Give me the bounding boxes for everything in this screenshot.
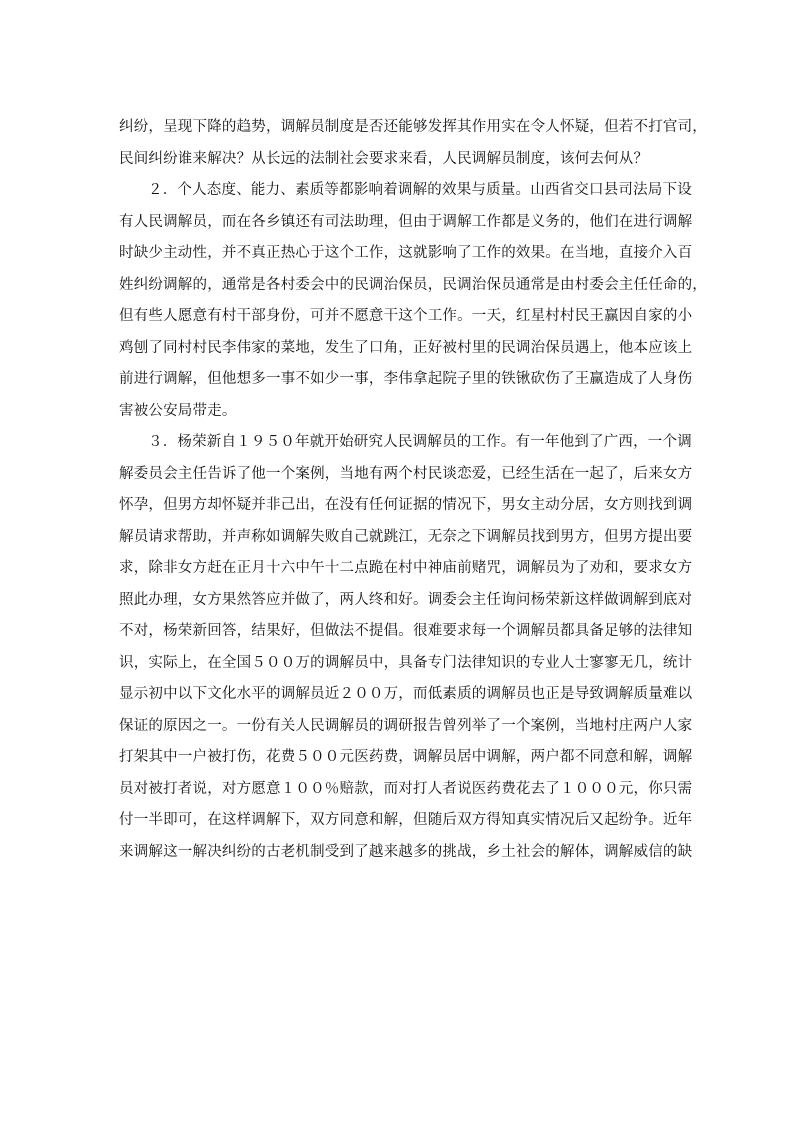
text-line: 但有些人愿意有村干部身份，可并不愿意干这个工作。一天，红星村村民王赢因自家的小 xyxy=(119,308,693,324)
text-line: 照此办理，女方果然答应并做了，两人终和好。调委会主任询问杨荣新这样做调解到底对 xyxy=(119,591,693,608)
text-line: 鸡刨了同村村民李伟家的菜地，发生了口角，正好被村里的民调治保员遇上，他本应该上 xyxy=(119,339,693,356)
text-line: 民间纠纷谁来解决？从长远的法制社会要求来看，人民调解员制度，该何去何从？ xyxy=(119,150,649,167)
text-line: 害被公安局带走。 xyxy=(119,402,237,419)
text-line: 不对，杨荣新回答，结果好，但做法不提倡。很难要求每一个调解员都具备足够的法律知 xyxy=(119,623,693,639)
text-line: 保证的原因之一。一份有关人民调解员的调研报告曾列举了一个案例，当地村庄两户人家 xyxy=(119,717,693,734)
paragraph-start-line: ２．个人态度、能力、素质等都影响着调解的效果与质量。山西省交口县司法局下设 xyxy=(148,182,692,198)
text-line: 来调解这一解决纠纷的古老机制受到了越来越多的挑战，乡土社会的解体，调解威信的缺 xyxy=(119,843,693,860)
text-line: 怀孕，但男方却怀疑并非己出，在没有任何证据的情况下，男女主动分居，女方则找到调 xyxy=(119,497,693,513)
document-body xyxy=(119,112,707,868)
text-line: 员对被打者说，对方愿意１００％赔款，而对打人者说医药费花去了１０００元，你只需 xyxy=(119,780,693,797)
text-line: 付一半即可，在这样调解下，双方同意和解，但随后双方得知真实情况后又起纷争。近年 xyxy=(119,812,693,828)
text-line: 解员请求帮助，并声称如调解失败自己就跳江，无奈之下调解员找到男方，但男方提出要 xyxy=(119,528,693,545)
text-line: 解委员会主任告诉了他一个案例，当地有两个村民谈恋爱，已经生活在一起了，后来女方 xyxy=(119,465,693,482)
text-line: 显示初中以下文化水平的调解员近２００万，而低素质的调解员也正是导致调解质量难以 xyxy=(119,686,693,702)
paragraph-start-line: ３．杨荣新自１９５０年就开始研究人民调解员的工作。有一年他到了广西，一个调 xyxy=(148,434,692,450)
text-line: 打架其中一户被打伤，花费５００元医药费，调解员居中调解，两户都不同意和解，调解 xyxy=(119,749,693,765)
text-line: 前进行调解，但他想多一事不如少一事，李伟拿起院子里的铁锹砍伤了王赢造成了人身伤 xyxy=(119,371,693,387)
text-line: 求，除非女方赶在正月十六中午十二点跪在村中神庙前赌咒，调解员为了劝和，要求女方 xyxy=(119,560,693,576)
text-line: 纠纷，呈现下降的趋势，调解员制度是否还能够发挥其作用实在令人怀疑，但若不打官司， xyxy=(119,119,707,135)
text-line: 有人民调解员，而在各乡镇还有司法助理，但由于调解工作都是义务的，他们在进行调解 xyxy=(119,213,693,230)
text-line: 姓纠纷调解的，通常是各村委会中的民调治保员，民调治保员通常是由村委会主任任命的， xyxy=(119,276,707,293)
text-line: 识，实际上，在全国５００万的调解员中，具备专门法律知识的专业人士寥寥无几，统计 xyxy=(119,654,693,671)
text-line: 时缺少主动性，并不真正热心于这个工作，这就影响了工作的效果。在当地，直接介入百 xyxy=(119,245,693,261)
